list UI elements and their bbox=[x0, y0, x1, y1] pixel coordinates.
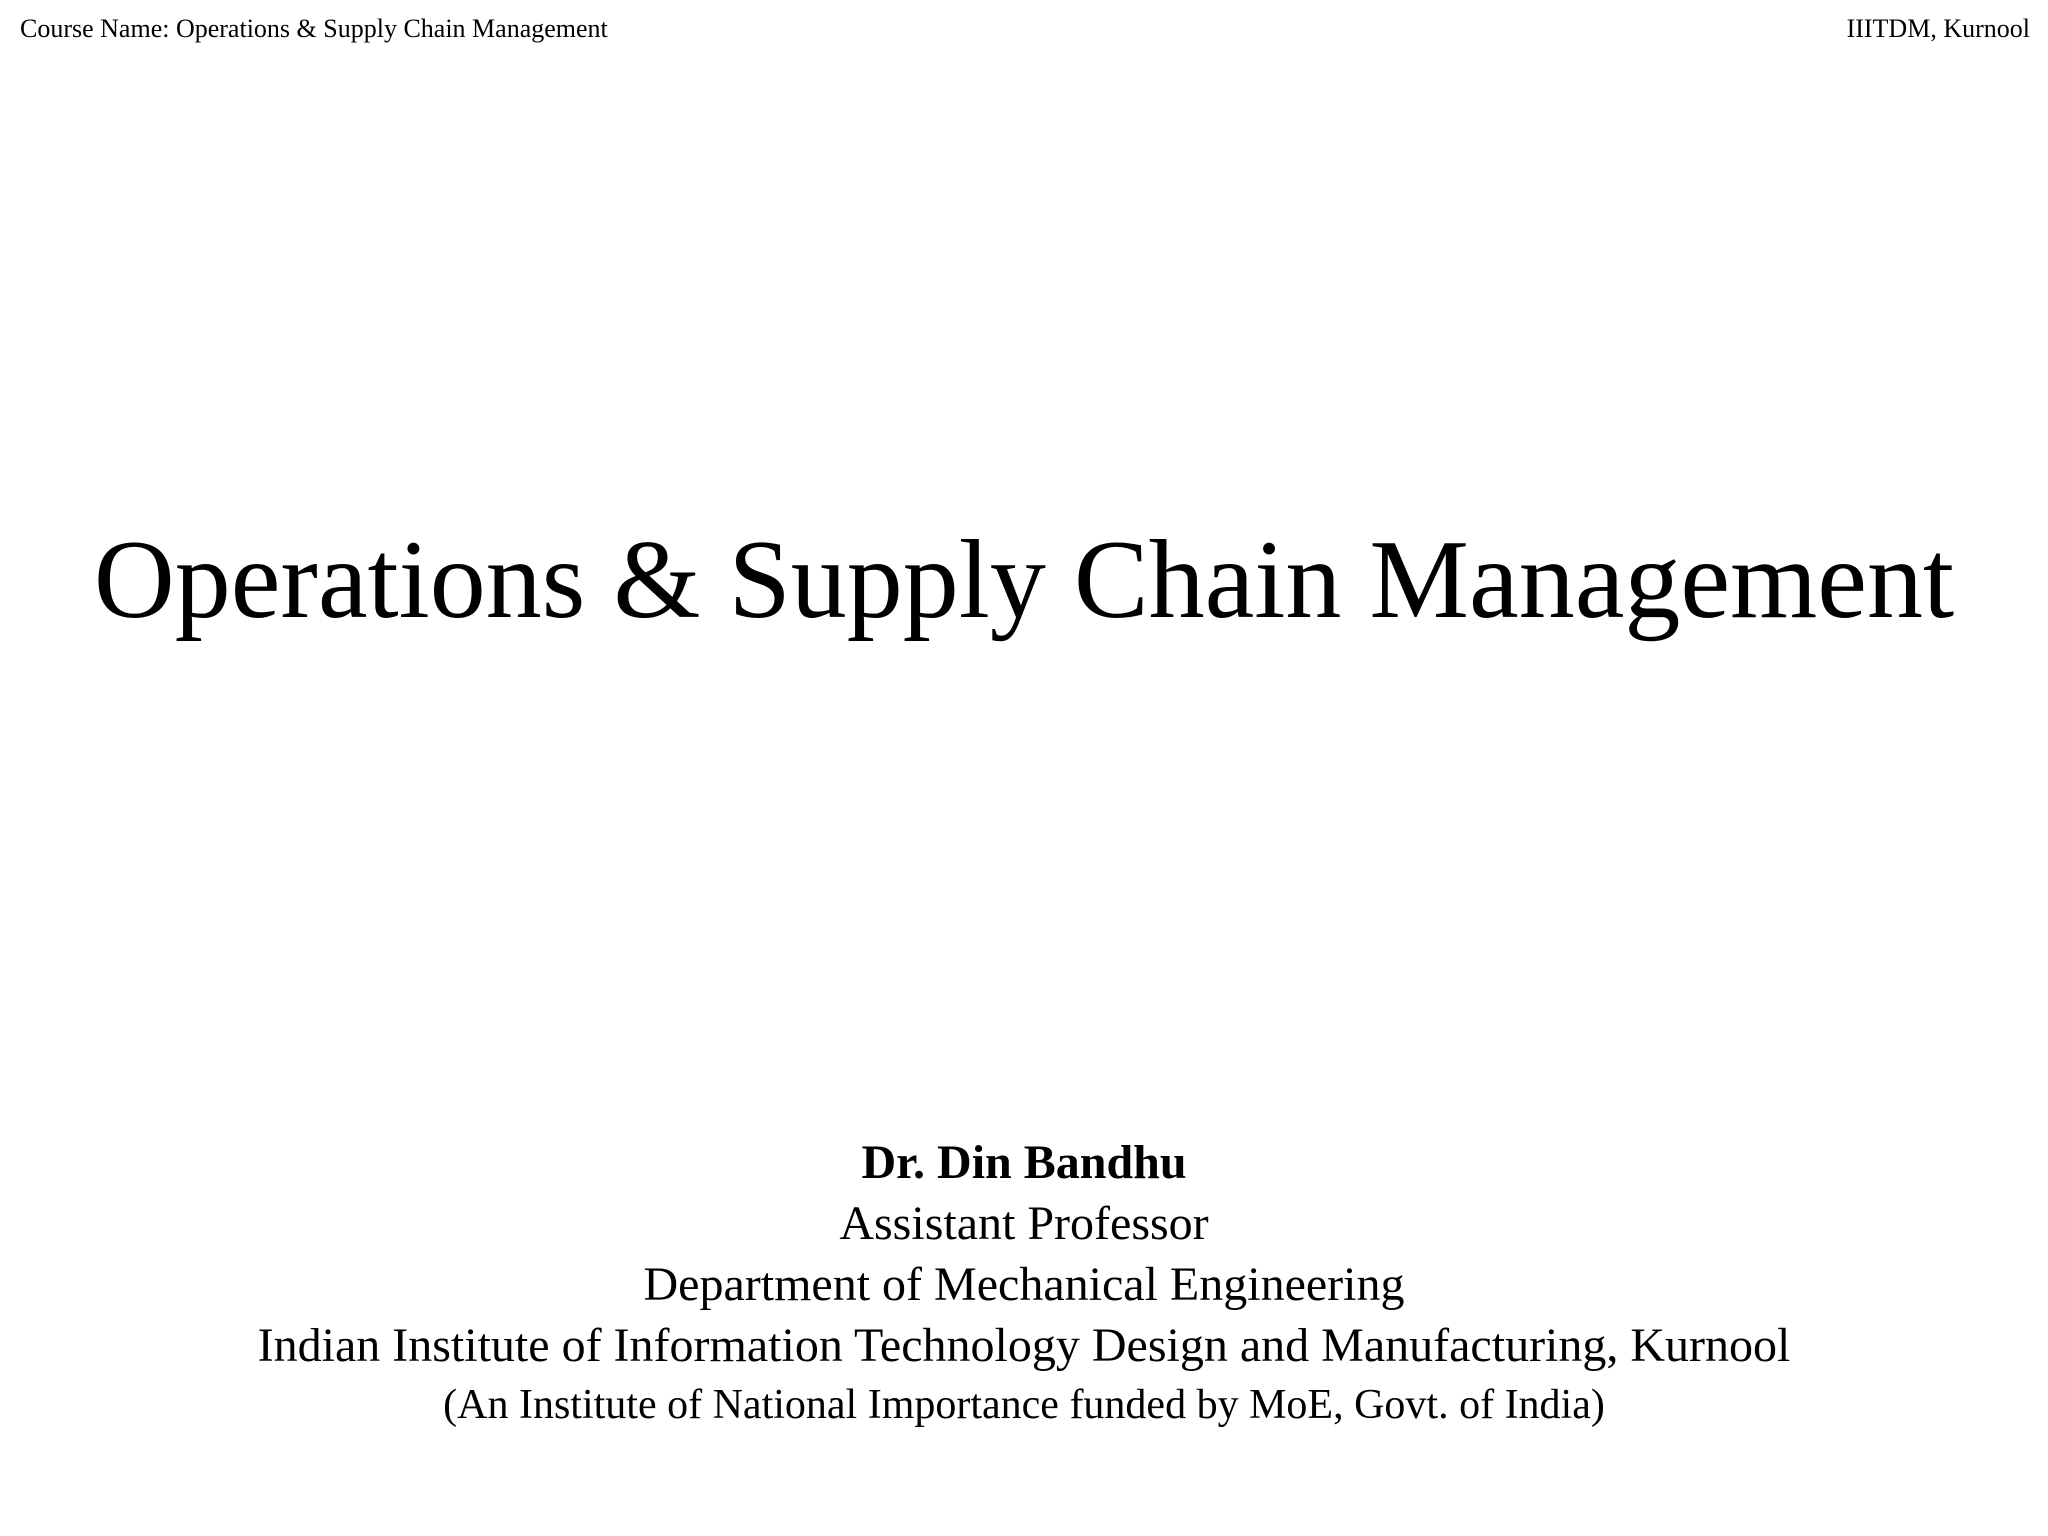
author-block bbox=[0, 1133, 2048, 1434]
author-name: Dr. Din Bandhu bbox=[861, 1136, 1187, 1189]
author-institute: Indian Institute of Information Technology Design and Manufacturing, Kurnool bbox=[257, 1319, 1791, 1372]
slide-title: Operations & Supply Chain Management bbox=[93, 518, 1955, 642]
course-name-header: Course Name: Operations & Supply Chain Management bbox=[20, 14, 608, 43]
institute-note: (An Institute of National Importance funded by MoE, Govt. of India) bbox=[443, 1382, 1605, 1428]
author-designation: Assistant Professor bbox=[839, 1197, 1209, 1250]
institute-header: IIITDM, Kurnool bbox=[1846, 14, 2030, 43]
author-department: Department of Mechanical Engineering bbox=[643, 1258, 1405, 1311]
